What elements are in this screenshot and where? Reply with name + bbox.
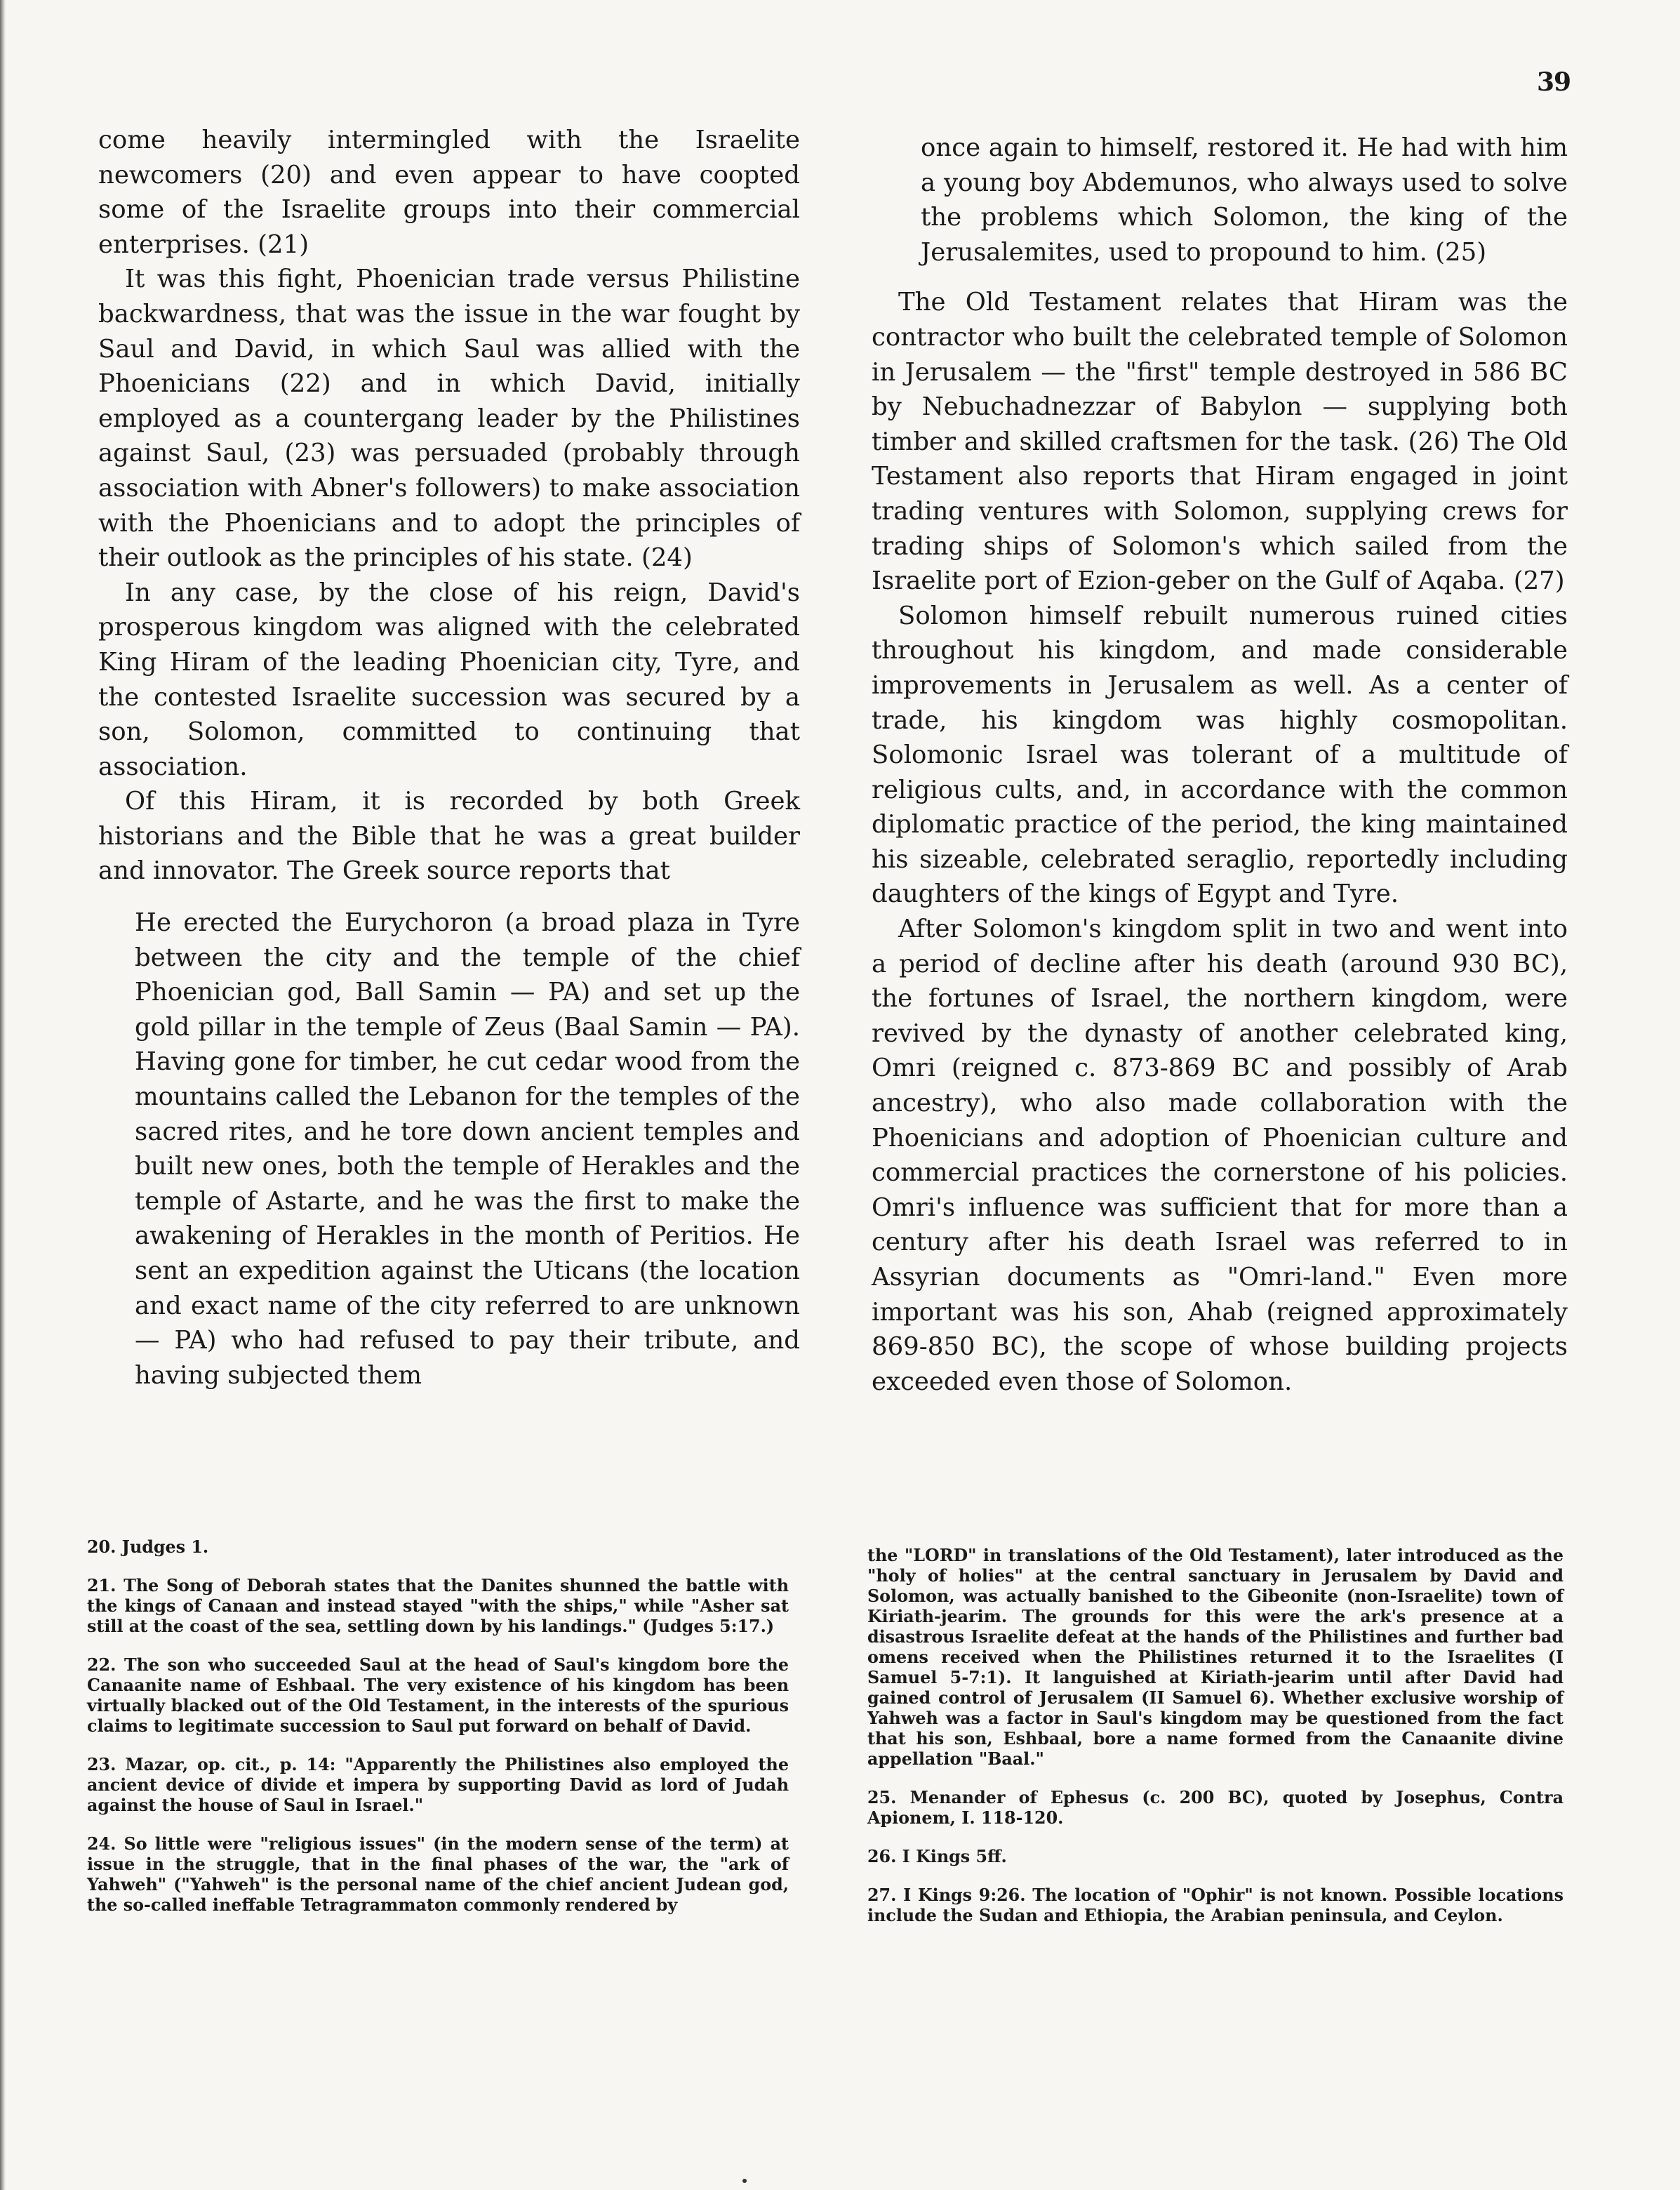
footnote: 23. Mazar, op. cit., p. 14: "Apparently the Philistines also employed the ancient device of divide et impera by supporting David as lord of Judah against the house of Saul in Israel." <box>87 1755 789 1815</box>
paragraph: Solomon himself rebuilt numerous ruined cities throughout his kingdom, and made considerable improvements in Jerusalem as well. As a center of trade, his kingdom was highly cosmopolitan. Solomonic Israel was tolerant of a multitude of religious cults, and, in accordance with the common diplomatic practice of the period, the king maintained his sizeable, celebrated seraglio, reportedly including daughters of the kings of Egypt and Tyre. <box>872 601 1568 909</box>
paragraph: The Old Testament relates that Hiram was the contractor who built the celebrated temple of Solomon in Jerusalem — the "first" temple destroyed in 586 BC by Nebuchadnezzar of Babylon — supplying both timber and skilled craftsmen for the task. (26) The Old Testament also reports that Hiram engaged in joint trading ventures with Solomon, supplying crews for trading ships of Solomon's which sailed from the Israelite port of Ezion-geber on the Gulf of Aqaba. (27) <box>872 288 1568 596</box>
footnote: 21. The Song of Deborah states that the Danites shunned the battle with the kings of Canaan and instead stayed "with the ships," while "Asher sat still at the coast of the sea, settling down by his landings." (Judges 5:17.) <box>87 1576 789 1636</box>
footnote: 22. The son who succeeded Saul at the head of Saul's kingdom bore the Canaanite name of Eshbaal. The very existence of his kingdom has been virtually blacked out of the Old Testament, in the interests of the spurious claims to legitimate succession to Saul put forward on behalf of David. <box>87 1655 789 1736</box>
page-number: 39 <box>1537 67 1571 97</box>
quote-text: He erected the Eurychoron (a broad plaza in Tyre between the city and the temple of the chief Phoenician god, Ball Samin — PA) and set up the gold pillar in the temple of Zeus (Baal Samin — PA). Having gone for timber, he cut cedar wood from the mountains called the Lebanon for the temples of the sacred rites, and he tore down ancient temples and built new ones, both the temple of Herakles and the temple of Astarte, and he was the first to make the awakening of Herakles in the month of Peritios. He sent an expedition against the Uticans (the location and exact name of the city referred to are unknown — PA) who had refused to pay their tribute, and having subjected them <box>135 908 800 1390</box>
block-quote-continuation <box>921 131 1568 270</box>
paragraph: Of this Hiram, it is recorded by both Greek historians and the Bible that he was a great builder and innovator. The Greek source reports that <box>98 787 800 886</box>
paragraph: In any case, by the close of his reign, David's prosperous kingdom was aligned with the celebrated King Hiram of the leading Phoenician city, Tyre, and the contested Israelite succession was secured by a son, Solomon, committed to continuing that association. <box>98 578 800 781</box>
page-edge-shadow <box>0 0 6 2190</box>
footnote: 20. Judges 1. <box>87 1537 209 1557</box>
block-quote <box>135 905 800 1393</box>
right-text-column <box>872 131 1568 1399</box>
footnote: 24. So little were "religious issues" (in the modern sense of the term) at issue in the struggle, that in the final phases of the war, the "ark of Yahweh" ("Yahweh" is the personal name of the chief ancient Judean god, the so-called ineffable Tetragrammaton commonly rendered by <box>87 1834 789 1915</box>
footnote: 26. I Kings 5ff. <box>867 1847 1007 1866</box>
footnote: the "LORD" in translations of the Old Testament), later introduced as the "holy of holies" at the central sanctuary in Jerusalem by David and Solomon, was actually banished to the Gibeonite (non-Israelite) town of Kiriath-jearim. The grounds for this were the ark's presence at a disastrous Israelite defeat at the hands of the Philistines and further bad omens received when the Philistines returned it to the Israelites (I Samuel 5-7:1). It languished at Kiriath-jearim until after David had gained control of Jerusalem (II Samuel 6). Whether exclusive worship of Yahweh was a factor in Saul's kingdom may be questioned from the fact that his son, Eshbaal, bore a name formed from the Canaanite divine appellation "Baal." <box>867 1546 1564 1769</box>
quote-text: once again to himself, restored it. He had with him a young boy Abdemunos, who always used to solve the problems which Solomon, the king of the Jerusalemites, used to propound to him. (25) <box>921 133 1568 267</box>
footnotes-left <box>87 1537 789 1934</box>
footnote: 25. Menander of Ephesus (c. 200 BC), quoted by Josephus, Contra Apionem, I. 118-120. <box>867 1788 1564 1828</box>
paragraph: After Solomon's kingdom split in two and went into a period of decline after his death (around 930 BC), the fortunes of Israel, the northern kingdom, were revived by the dynasty of another celebrated king, Omri (reigned c. 873-869 BC and possibly of Arab ancestry), who also made collaboration with the Phoenicians and adoption of Phoenician culture and commercial practices the cornerstone of his policies. Omri's influence was sufficient that for more than a century after his death Israel was referred to in Assyrian documents as "Omri-land." Even more important was his son, Ahab (reigned approximately 869-850 BC), the scope of whose building projects exceeded even those of Solomon. <box>872 915 1568 1396</box>
paragraph: come heavily intermingled with the Israelite newcomers (20) and even appear to have coopted some of the Israelite groups into their commercial enterprises. (21) <box>98 126 800 259</box>
footnote: 27. I Kings 9:26. The location of "Ophir" is not known. Possible locations include the Sudan and Ethiopia, the Arabian peninsula, and Ceylon. <box>867 1885 1564 1925</box>
paragraph: It was this fight, Phoenician trade versus Philistine backwardness, that was the issue in the war fought by Saul and David, in which Saul was allied with the Phoenicians (22) and in which David, initially employed as a countergang leader by the Philistines against Saul, (23) was persuaded (probably through association with Abner's followers) to make association with the Phoenicians and to adopt the principles of their outlook as the principles of his state. (24) <box>98 265 800 573</box>
footnotes-right <box>867 1546 1564 1944</box>
print-speck <box>742 2179 747 2183</box>
left-text-column <box>98 123 800 1393</box>
